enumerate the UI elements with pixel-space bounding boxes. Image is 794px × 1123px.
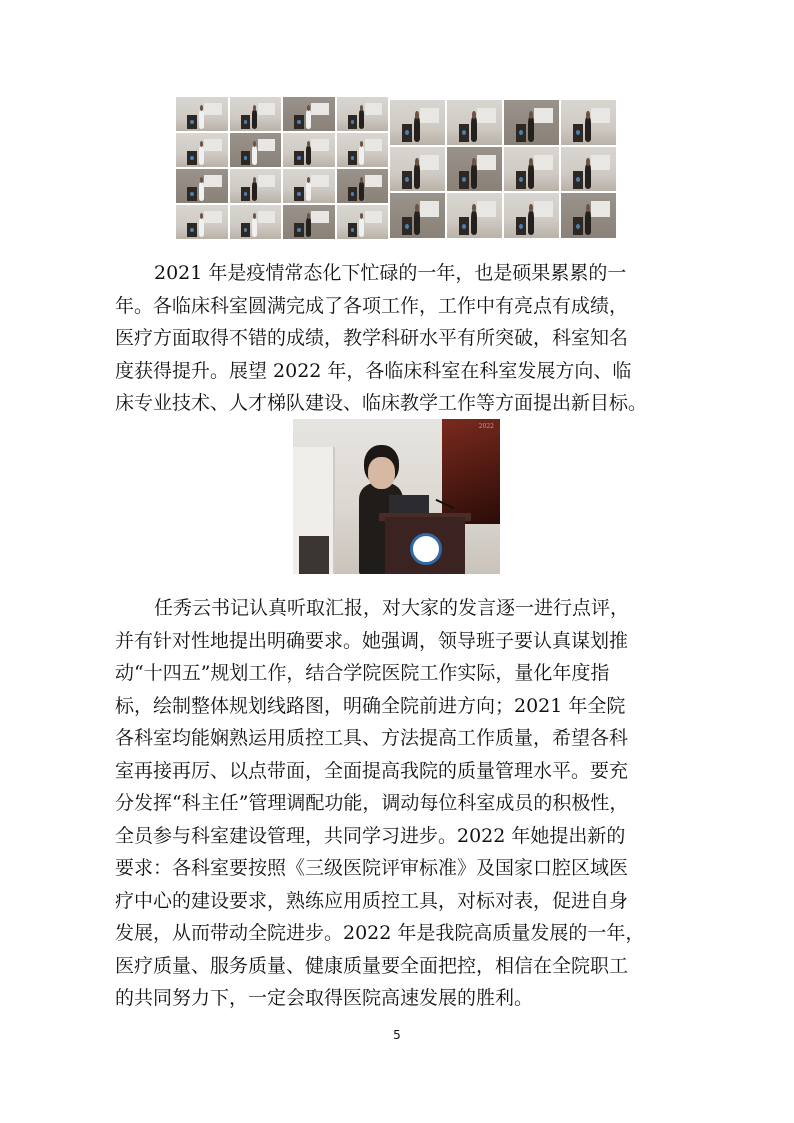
collage-photo-tile <box>230 97 282 131</box>
text-line: 医疗方面取得不错的成绩，教学科研水平有所突破，科室知名 <box>115 327 629 349</box>
collage-photo-tile <box>447 193 502 238</box>
text-line: 分发挥“科主任”管理调配功能，调动每位科室成员的积极性， <box>115 792 629 814</box>
paragraph-secretary-remarks <box>115 592 678 1015</box>
text-line: 并有针对性地提出明确要求。她强调，领导班子要认真谋划推 <box>115 629 629 652</box>
text-line: 动“十四五”规划工作，结合学院医院工作实际，量化年度指 <box>115 662 610 684</box>
text-line: 医疗质量、服务质量、健康质量要全面把控，相信在全院职工 <box>115 954 629 977</box>
hospital-emblem-icon <box>410 533 442 565</box>
text-line: 全员参与科室建设管理，共同学习进步。2022 年她提出新的 <box>115 824 626 847</box>
collage-photo-tile <box>561 100 616 145</box>
collage-photo-tile <box>390 147 445 192</box>
text-line: 度获得提升。展望 2022 年，各临床科室在科室发展方向、临 <box>115 359 632 382</box>
text-line: 床专业技术、人才梯队建设、临床教学工作等方面提出新目标。 <box>115 392 648 414</box>
text-line: 室再接再厉、以点带面，全面提高我院的质量管理水平。要充 <box>115 759 629 782</box>
collage-photo-tile <box>561 193 616 238</box>
text-line: 任秀云书记认真听取汇报，对大家的发言逐一进行点评， <box>154 597 630 619</box>
photo-collage-right <box>390 100 616 238</box>
collage-photo-tile <box>337 169 389 203</box>
collage-photo-tile <box>504 100 559 145</box>
text-line: 2021 年是疫情常态化下忙碌的一年，也是硕果累累的一 <box>154 262 627 284</box>
text-line: 的共同努力下，一定会取得医院高速发展的胜利。 <box>115 987 534 1009</box>
paragraph-summary-2021 <box>115 257 678 420</box>
collage-photo-tile <box>337 97 389 131</box>
collage-photo-tile <box>283 133 335 167</box>
text-line: 年。各临床科室圆满完成了各项工作，工作中有亮点有成绩， <box>115 294 629 317</box>
collage-photo-tile <box>230 133 282 167</box>
collage-photo-tile <box>283 169 335 203</box>
collage-photo-tile <box>561 147 616 192</box>
collage-photo-tile <box>504 147 559 192</box>
text-line: 各科室均能娴熟运用质控工具、方法提高工作质量，希望各科 <box>115 727 629 749</box>
text-line: 标，绘制整体规划线路图，明确全院前进方向；2021 年全院 <box>115 694 626 717</box>
collage-photo-tile <box>283 97 335 131</box>
speaker-head <box>368 457 395 489</box>
collage-photo-tile <box>176 205 228 239</box>
collage-photo-tile <box>176 169 228 203</box>
collage-photo-tile <box>390 193 445 238</box>
collage-photo-tile <box>337 133 389 167</box>
collage-photo-tile <box>230 169 282 203</box>
collage-photo-tile <box>337 205 389 239</box>
collage-photo-tile <box>176 97 228 131</box>
page-number: 5 <box>393 1028 401 1042</box>
door <box>293 447 335 574</box>
text-line: 要求：各科室要按照《三级医院评审标准》及国家口腔区域医 <box>115 857 629 879</box>
collage-photo-tile <box>447 147 502 192</box>
projection-text: 2022 <box>478 423 494 430</box>
text-line: 疗中心的建设要求，熟练应用质控工具，对标对表，促进自身 <box>115 889 629 912</box>
collage-photo-tile <box>176 133 228 167</box>
photo-collage-left <box>176 97 388 239</box>
collage-photo-tile <box>283 205 335 239</box>
collage-photo-tile <box>390 100 445 145</box>
collage-photo-tile <box>230 205 282 239</box>
collage-photo-tile <box>447 100 502 145</box>
projection-screen <box>442 419 500 524</box>
speaker-photo <box>293 419 500 574</box>
collage-photo-tile <box>504 193 559 238</box>
text-line: 发展，从而带动全院进步。2022 年是我院高质量发展的一年， <box>115 922 645 944</box>
